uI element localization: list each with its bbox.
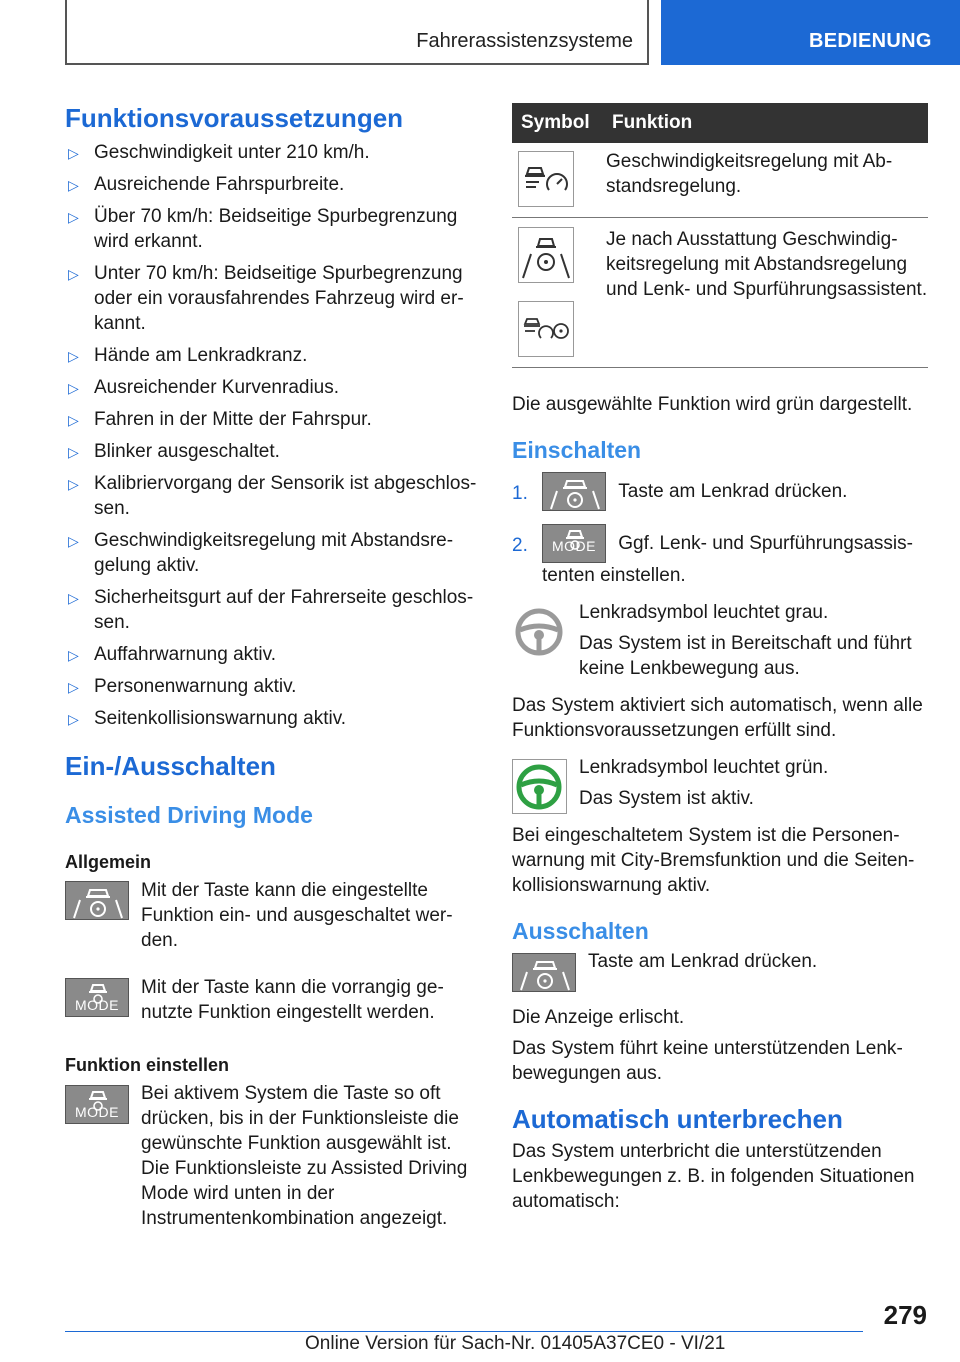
allgemein-row-2 [65,975,480,1025]
condition-item [65,674,480,699]
mode-button-icon [65,1085,129,1124]
table-header-symbol: Symbol [512,103,603,143]
bullet-triangle-icon: ▷ [68,444,79,460]
bullet-triangle-icon: ▷ [68,590,79,606]
header-chapter-title: BEDIENUNG [809,30,932,52]
bullet-triangle-icon: ▷ [68,476,79,492]
condition-text: Über 70 km/h: Beidseitige Spurbegrenzung wird erkannt. [94,206,458,252]
page-number: 279 [883,1300,927,1330]
footer-divider [65,1331,863,1332]
left-column [65,100,480,1231]
bullet-triangle-icon: ▷ [68,266,79,282]
condition-item [65,204,480,254]
gruen-text-2: Das System ist aktiv. [579,788,754,809]
keine-lenk-text: Das System führt keine unterstützenden Lenkbewegungen aus. [512,1038,903,1084]
erlischt-text: Die Anzeige erlischt. [512,1007,685,1028]
table-cell-row2: Je nach Ausstattung Geschwindigkeitsregelung mit Abstandsregelung und Lenk- und Spurführungsassistent. [603,218,928,368]
step-2-text: Ggf. Lenk- und Spurführungsassistenten einstellen. [542,532,913,586]
condition-text: Geschwindigkeitsregelung mit Abstandsregelung aktiv. [94,530,454,576]
auto-aktiv-text: Das System aktiviert sich automatisch, wenn alle Funktionsvoraussetzungen erfüllt sind. [512,695,923,741]
heading-ausschalten: Ausschalten [512,918,649,944]
eingeschaltet-text: Bei eingeschaltetem System ist die Personenwarnung mit City-Bremsfunktion und die Seitenkollisionswarnung aktiv. [512,825,915,896]
mode-button-label: MODE [552,538,596,554]
condition-item [65,471,480,521]
condition-text: Unter 70 km/h: Beidseitige Spurbegrenzung oder ein vorausfahrendes Fahrzeug wird erkannt. [94,263,464,334]
condition-item [65,407,480,432]
grau-text-2: Das System ist in Bereitschaft und führt keine Lenkbewegung aus. [579,633,912,679]
heading-funktionsvoraussetzungen: Funktionsvoraussetzungen [65,103,404,133]
header-chapter-tab[interactable] [661,0,960,65]
steering-assist-symbol-icon [518,227,574,283]
heading-automatisch-unterbrechen: Automatisch unterbrechen [512,1104,843,1134]
ausschalten-text: Taste am Lenkrad drücken. [588,951,818,972]
bullet-triangle-icon: ▷ [68,209,79,225]
step-2 [512,524,928,588]
condition-text: Geschwindigkeit unter 210 km/h. [94,142,370,163]
step-2-number: 2. [512,535,528,556]
allgemein-text-2: Mit der Taste kann die vorrangig genutzte Funktion eingestellt werden. [141,977,444,1023]
grau-text-1: Lenkradsymbol leuchtet grau. [579,602,829,623]
condition-item [65,343,480,368]
allgemein-text-1: Mit der Taste kann die eingestellte Funktion ein- und ausgeschaltet werden. [141,880,453,951]
condition-item [65,261,480,336]
mode-button-icon [542,524,606,563]
step-1 [512,472,928,514]
condition-text: Auffahrwarnung aktiv. [94,644,277,665]
einschalten-steps [512,472,928,588]
condition-item [65,706,480,731]
bullet-triangle-icon: ▷ [68,177,79,193]
condition-text: Seitenkollisionswarnung aktiv. [94,708,347,729]
mode-button-label: MODE [75,1104,119,1120]
condition-item [65,375,480,400]
steering-wheel-green-icon [512,759,567,814]
condition-text: Sicherheitsgurt auf der Fahrerseite geschlossen. [94,587,474,633]
condition-text: Ausreichender Kurvenradius. [94,377,340,398]
bullet-triangle-icon: ▷ [68,679,79,695]
condition-item [65,585,480,635]
allgemein-row-1 [65,878,480,953]
table-row [512,143,928,218]
footer-online-version: Online Version für Sach-Nr. 01405A37CE0 - VI/21 [305,1333,726,1354]
gruen-text-1: Lenkradsymbol leuchtet grün. [579,757,829,778]
heading-funktion-einstellen: Funktion einstellen [65,1055,230,1075]
symbol-table [512,103,928,368]
condition-item [65,172,480,197]
condition-item [65,439,480,464]
bullet-triangle-icon: ▷ [68,348,79,364]
header-section-title: Fahrerassistenzsysteme [416,30,633,52]
gruen-dargestellt-text: Die ausgewählte Funktion wird grün dargestellt. [512,394,913,415]
heading-ein-ausschalten: Ein-/Ausschalten [65,751,276,781]
header-section-box [65,0,649,65]
condition-text: Ausreichende Fahrspurbreite. [94,174,345,195]
bullet-triangle-icon: ▷ [68,412,79,428]
condition-text: Fahren in der Mitte der Fahrspur. [94,409,372,430]
conditions-list [65,140,480,731]
heading-assisted-driving-mode: Assisted Driving Mode [65,802,313,828]
table-header-funktion: Funktion [603,103,928,143]
mode-button-icon [65,978,129,1017]
table-cell-row1: Geschwindigkeitsregelung mit Abstandsregelung. [603,143,928,218]
condition-item [65,140,480,165]
step-1-text: Taste am Lenkrad drücken. [618,481,848,502]
bullet-triangle-icon: ▷ [68,145,79,161]
indicator-grey-row [512,600,928,681]
bullet-triangle-icon: ▷ [68,380,79,396]
condition-text: Blinker ausgeschaltet. [94,441,280,462]
heading-allgemein: Allgemein [65,852,152,872]
mode-button-label: MODE [75,997,119,1013]
bullet-triangle-icon: ▷ [68,647,79,663]
steering-wheel-grey-icon [512,604,567,659]
heading-einschalten: Einschalten [512,437,642,463]
assist-button-icon [65,881,129,920]
condition-text: Personenwarnung aktiv. [94,676,297,697]
condition-text: Kalibriervorgang der Sensorik ist abgeschlossen. [94,473,477,519]
condition-item [65,642,480,667]
unterbrechen-text: Das System unterbricht die unterstützenden Lenkbewegungen z. B. in folgenden Situationen automatisch: [512,1141,915,1212]
table-row [512,218,928,368]
ausschalten-row [512,949,928,1001]
assist-button-icon [542,472,606,511]
bullet-triangle-icon: ▷ [68,533,79,549]
indicator-green-row [512,755,928,811]
assist-button-icon [512,953,576,992]
funktion-row [65,1081,480,1231]
acc-symbol-icon [518,151,574,207]
bullet-triangle-icon: ▷ [68,711,79,727]
condition-item [65,528,480,578]
condition-text: Hände am Lenkradkranz. [94,345,308,366]
step-1-number: 1. [512,483,528,504]
right-column [512,100,928,1214]
funktion-text: Bei aktivem System die Taste so oft drücken, bis in der Funktionsleiste die gewünschte Funktion ausgewählt ist. Die Funktionsleiste zu Assisted Driving Mode wird unten in der Instrumentenkombination angezeigt. [141,1083,468,1229]
acc-steering-symbol-icon [518,301,574,357]
